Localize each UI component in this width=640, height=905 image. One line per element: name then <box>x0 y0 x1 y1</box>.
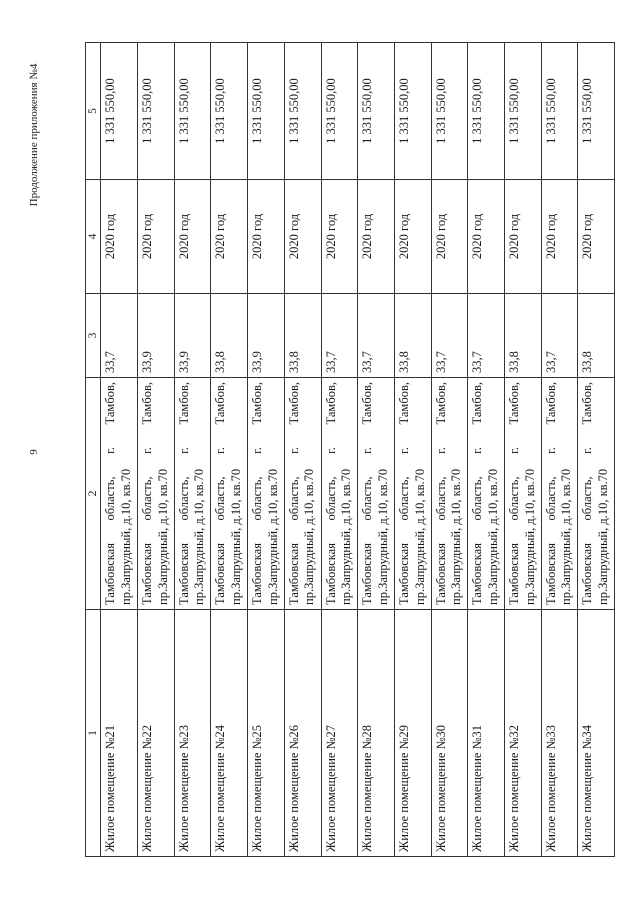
page-number: 9 <box>28 449 40 455</box>
price-cell: 1 331 550,00 <box>211 43 248 180</box>
appendix-header: Продолжение приложения №4 <box>28 63 40 207</box>
address-line-2: пр.Запрудный, д.10, кв.70 <box>375 468 390 605</box>
price-cell: 1 331 550,00 <box>284 43 321 180</box>
table-row <box>358 43 395 857</box>
address-word: Тамбов, <box>360 382 375 425</box>
address-word: Тамбов, <box>213 382 228 425</box>
price-cell: 1 331 550,00 <box>248 43 285 180</box>
address-word: Тамбов, <box>323 382 338 425</box>
price-cell: 1 331 550,00 <box>541 43 578 180</box>
premises-name-cell: Жилое помещение №28 <box>358 610 395 857</box>
address-line-1 <box>434 382 450 605</box>
address-word: г. <box>323 447 338 454</box>
year-cell: 2020 год <box>504 180 541 294</box>
address-line-1 <box>140 382 156 605</box>
address-word: область, <box>103 476 118 521</box>
column-header: 2 <box>86 378 101 610</box>
address-word: область, <box>213 476 228 521</box>
premises-name-cell: Жилое помещение №21 <box>101 610 138 857</box>
address-word: область, <box>286 476 301 521</box>
price-cell: 1 331 550,00 <box>504 43 541 180</box>
address-line-2: пр.Запрудный, д.10, кв.70 <box>522 468 537 605</box>
price-cell: 1 331 550,00 <box>394 43 431 180</box>
address-word: г. <box>213 447 228 454</box>
year-cell: 2020 год <box>578 180 615 294</box>
address-word: г. <box>580 447 595 454</box>
address-line-1 <box>580 382 596 605</box>
column-header: 5 <box>86 43 101 180</box>
address-cell <box>248 378 285 610</box>
address-word: Тамбов, <box>433 382 448 425</box>
address-word: Тамбовская <box>323 543 338 605</box>
premises-name-cell: Жилое помещение №30 <box>431 610 468 857</box>
address-cell <box>358 378 395 610</box>
year-cell: 2020 год <box>211 180 248 294</box>
address-line-1 <box>507 382 523 605</box>
address-word: область, <box>140 476 155 521</box>
address-word: Тамбовская <box>396 543 411 605</box>
table-row <box>431 43 468 857</box>
address-line-2: пр.Запрудный, д.10, кв.70 <box>485 468 500 605</box>
address-line-2: пр.Запрудный, д.10, кв.70 <box>192 468 207 605</box>
address-word: Тамбов, <box>506 382 521 425</box>
premises-name-cell: Жилое помещение №22 <box>138 610 175 857</box>
address-word: область, <box>323 476 338 521</box>
table-row <box>211 43 248 857</box>
price-cell: 1 331 550,00 <box>358 43 395 180</box>
area-cell: 33,7 <box>541 294 578 378</box>
address-word: Тамбовская <box>213 543 228 605</box>
address-cell <box>578 378 615 610</box>
address-word: Тамбов, <box>543 382 558 425</box>
address-line-2: пр.Запрудный, д.10, кв.70 <box>339 468 354 605</box>
premises-name-cell: Жилое помещение №32 <box>504 610 541 857</box>
table-row <box>504 43 541 857</box>
address-line-2: пр.Запрудный, д.10, кв.70 <box>119 468 133 605</box>
address-line-1 <box>177 382 193 605</box>
address-word: г. <box>543 447 558 454</box>
address-line-1 <box>544 382 560 605</box>
address-line-2: пр.Запрудный, д.10, кв.70 <box>265 468 280 605</box>
address-word: г. <box>506 447 521 454</box>
column-header: 3 <box>86 294 101 378</box>
address-line-1 <box>360 382 376 605</box>
address-cell <box>174 378 211 610</box>
address-word: Тамбовская <box>543 543 558 605</box>
address-line-2: пр.Запрудный, д.10, кв.70 <box>155 468 170 605</box>
year-cell: 2020 год <box>138 180 175 294</box>
area-cell: 33,8 <box>284 294 321 378</box>
price-cell: 1 331 550,00 <box>321 43 358 180</box>
column-header: 4 <box>86 180 101 294</box>
year-cell: 2020 год <box>174 180 211 294</box>
area-cell: 33,7 <box>321 294 358 378</box>
premises-name-cell: Жилое помещение №31 <box>468 610 505 857</box>
address-word: область, <box>543 476 558 521</box>
address-word: Тамбовская <box>360 543 375 605</box>
address-cell <box>504 378 541 610</box>
address-word: Тамбов, <box>103 382 118 425</box>
address-cell <box>394 378 431 610</box>
address-line-1 <box>250 382 266 605</box>
address-word: г. <box>360 447 375 454</box>
address-line-2: пр.Запрудный, д.10, кв.70 <box>412 468 427 605</box>
address-line-2: пр.Запрудный, д.10, кв.70 <box>302 468 317 605</box>
area-cell: 33,7 <box>431 294 468 378</box>
address-line-1 <box>213 382 229 605</box>
year-cell: 2020 год <box>321 180 358 294</box>
column-number-row <box>86 43 101 857</box>
year-cell: 2020 год <box>431 180 468 294</box>
address-word: Тамбовская <box>580 543 595 605</box>
address-word: Тамбов, <box>250 382 265 425</box>
area-cell: 33,8 <box>211 294 248 378</box>
address-word: Тамбовская <box>103 543 118 605</box>
premises-name-cell: Жилое помещение №24 <box>211 610 248 857</box>
address-line-1 <box>470 382 486 605</box>
address-word: г. <box>140 447 155 454</box>
year-cell: 2020 год <box>284 180 321 294</box>
premises-name-cell: Жилое помещение №26 <box>284 610 321 857</box>
address-word: Тамбов, <box>176 382 191 425</box>
table-row <box>578 43 615 857</box>
rotated-page <box>85 43 615 857</box>
price-cell: 1 331 550,00 <box>431 43 468 180</box>
year-cell: 2020 год <box>101 180 138 294</box>
area-cell: 33,7 <box>358 294 395 378</box>
price-cell: 1 331 550,00 <box>174 43 211 180</box>
area-cell: 33,7 <box>101 294 138 378</box>
address-word: область, <box>250 476 265 521</box>
address-cell <box>138 378 175 610</box>
address-word: г. <box>250 447 265 454</box>
premises-name-cell: Жилое помещение №25 <box>248 610 285 857</box>
address-word: Тамбовская <box>140 543 155 605</box>
area-cell: 33,9 <box>174 294 211 378</box>
address-cell <box>541 378 578 610</box>
address-word: Тамбовская <box>433 543 448 605</box>
premises-name-cell: Жилое помещение №34 <box>578 610 615 857</box>
area-cell: 33,9 <box>248 294 285 378</box>
address-word: область, <box>470 476 485 521</box>
price-cell: 1 331 550,00 <box>101 43 138 180</box>
address-cell <box>468 378 505 610</box>
address-cell <box>431 378 468 610</box>
address-word: Тамбов, <box>396 382 411 425</box>
address-word: область, <box>360 476 375 521</box>
premises-name-cell: Жилое помещение №29 <box>394 610 431 857</box>
address-cell <box>211 378 248 610</box>
address-line-1 <box>287 382 303 605</box>
address-word: Тамбов, <box>470 382 485 425</box>
address-line-1 <box>324 382 340 605</box>
address-cell <box>284 378 321 610</box>
address-line-1 <box>103 382 119 605</box>
address-line-2: пр.Запрудный, д.10, кв.70 <box>449 468 464 605</box>
table-body <box>101 43 615 857</box>
table-row <box>468 43 505 857</box>
address-word: Тамбов, <box>286 382 301 425</box>
year-cell: 2020 год <box>248 180 285 294</box>
premises-name-cell: Жилое помещение №33 <box>541 610 578 857</box>
address-word: область, <box>580 476 595 521</box>
address-cell <box>321 378 358 610</box>
area-cell: 33,8 <box>394 294 431 378</box>
address-word: область, <box>506 476 521 521</box>
area-cell: 33,8 <box>578 294 615 378</box>
area-cell: 33,7 <box>468 294 505 378</box>
price-cell: 1 331 550,00 <box>578 43 615 180</box>
table-row <box>174 43 211 857</box>
address-word: Тамбовская <box>506 543 521 605</box>
year-cell: 2020 год <box>541 180 578 294</box>
address-line-2: пр.Запрудный, д.10, кв.70 <box>229 468 244 605</box>
address-word: область, <box>396 476 411 521</box>
address-word: г. <box>103 447 118 454</box>
column-header: 1 <box>86 610 101 857</box>
area-cell: 33,8 <box>504 294 541 378</box>
address-word: область, <box>433 476 448 521</box>
premises-name-cell: Жилое помещение №27 <box>321 610 358 857</box>
table-row <box>321 43 358 857</box>
table-row <box>248 43 285 857</box>
address-line-2: пр.Запрудный, д.10, кв.70 <box>559 468 574 605</box>
address-word: г. <box>396 447 411 454</box>
address-word: Тамбовская <box>286 543 301 605</box>
year-cell: 2020 год <box>358 180 395 294</box>
address-cell <box>101 378 138 610</box>
price-cell: 1 331 550,00 <box>138 43 175 180</box>
address-word: Тамбов, <box>140 382 155 425</box>
address-line-1 <box>397 382 413 605</box>
table-row <box>138 43 175 857</box>
price-cell: 1 331 550,00 <box>468 43 505 180</box>
table-row <box>284 43 321 857</box>
area-cell: 33,9 <box>138 294 175 378</box>
address-word: Тамбовская <box>470 543 485 605</box>
address-word: Тамбовская <box>250 543 265 605</box>
address-word: г. <box>286 447 301 454</box>
address-word: г. <box>433 447 448 454</box>
address-word: Тамбов, <box>580 382 595 425</box>
address-word: г. <box>176 447 191 454</box>
year-cell: 2020 год <box>468 180 505 294</box>
table-row <box>394 43 431 857</box>
address-word: область, <box>176 476 191 521</box>
year-cell: 2020 год <box>394 180 431 294</box>
address-word: Тамбовская <box>176 543 191 605</box>
table-row <box>101 43 138 857</box>
address-line-2: пр.Запрудный, д.10, кв.70 <box>595 468 610 605</box>
address-word: г. <box>470 447 485 454</box>
table-row <box>541 43 578 857</box>
property-table <box>85 42 615 857</box>
premises-name-cell: Жилое помещение №23 <box>174 610 211 857</box>
